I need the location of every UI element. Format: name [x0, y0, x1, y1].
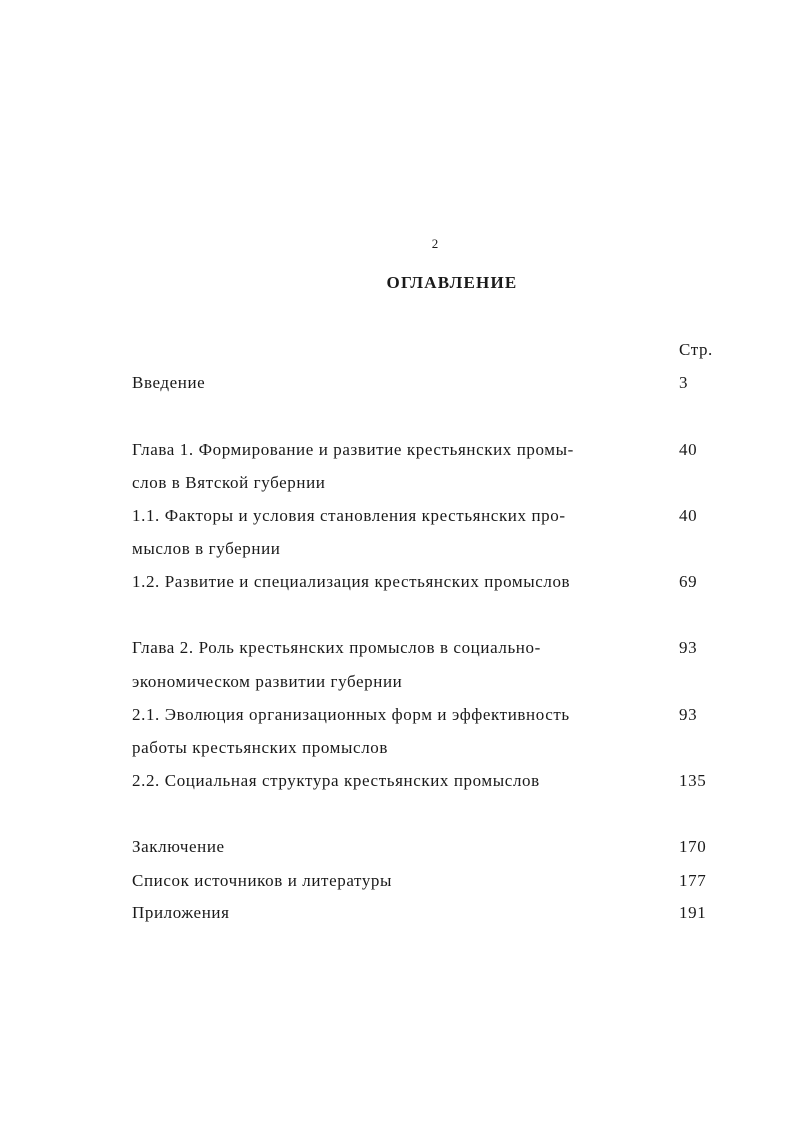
toc-entry-text: Приложения	[132, 903, 230, 922]
toc-entry-text: Список источников и литературы	[132, 871, 393, 890]
page-title: ОГЛАВЛЕНИЕ	[386, 273, 518, 292]
toc-entry-text-line-1: 2.2. Социальная структура крестьянских промыслов	[132, 771, 540, 790]
toc-entry-page: 40	[679, 440, 698, 459]
toc-entry-text-line-1: 1.2. Развитие и специализация крестьянских промыслов	[132, 572, 571, 591]
page-column-header: Стр.	[679, 340, 713, 359]
toc-entry-page: 93	[679, 705, 698, 724]
toc-entry-text-line-2: слов в Вятской губернии	[132, 473, 326, 492]
toc-entry-text: Заключение	[132, 837, 225, 856]
toc-entry-page: 191	[679, 903, 707, 922]
toc-entry-text-line-1: 1.1. Факторы и условия становления крестьянских про-	[132, 506, 566, 525]
toc-entry-page: 177	[679, 871, 707, 890]
toc-entry-page: 170	[679, 837, 707, 856]
toc-entry-page: 93	[679, 638, 698, 657]
toc-entry-page: 69	[679, 572, 698, 591]
toc-entry-page: 135	[679, 771, 707, 790]
toc-entry-text: Введение	[132, 373, 206, 392]
toc-entry-text-line-1: Глава 2. Роль крестьянских промыслов в социально-	[132, 638, 541, 657]
toc-entry-text-line-2: экономическом развитии губернии	[132, 672, 403, 691]
page-number: 2	[431, 236, 439, 251]
toc-entry-text-line-1: Глава 1. Формирование и развитие крестьянских промы-	[132, 440, 574, 459]
toc-entry-text-line-2: работы крестьянских промыслов	[132, 738, 389, 757]
toc-entry-text-line-1: 2.1. Эволюция организационных форм и эффективность	[132, 705, 570, 724]
toc-entry-page: 40	[679, 506, 698, 525]
toc-entry-text-line-2: мыслов в губернии	[132, 539, 281, 558]
toc-entry-page: 3	[679, 373, 689, 392]
